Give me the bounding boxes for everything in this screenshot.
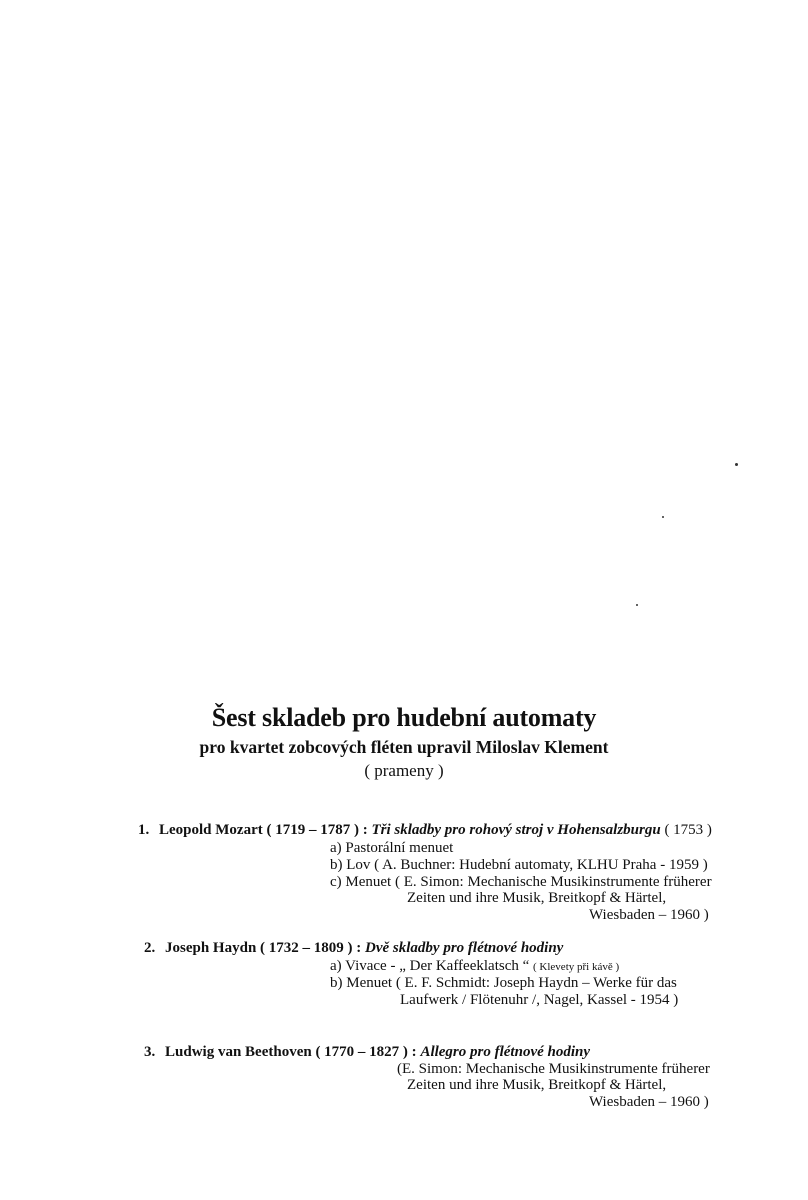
entry-1-item-b: b) Lov ( A. Buchner: Hudební automaty, KLHU Praha - 1959 ) xyxy=(330,857,708,873)
page-subtitle: pro kvartet zobcových fléten upravil Miloslav Klement xyxy=(199,737,609,757)
sources-label: ( prameny ) xyxy=(364,761,444,780)
entry-1-item-c-end: Wiesbaden – 1960 ) xyxy=(589,907,709,923)
entry-2-number: 2. xyxy=(144,940,156,956)
entry-3-work: Allegro pro flétnové hodiny xyxy=(420,1044,591,1060)
entry-1-year: ( 1753 ) xyxy=(664,822,712,838)
scan-speck xyxy=(662,516,664,518)
entry-1-work: Tři skladby pro rohový stroj v Hohensalzburgu xyxy=(371,822,661,838)
entry-2-item-a-text: a) Vivace - „ Der Kaffeeklatsch “ xyxy=(330,958,530,974)
scan-speck xyxy=(735,463,738,466)
entry-3-number: 3. xyxy=(144,1044,156,1060)
entry-3-item-3: Wiesbaden – 1960 ) xyxy=(589,1094,709,1110)
entry-2-heading xyxy=(144,939,563,957)
entry-2-item-b: b) Menuet ( E. F. Schmidt: Joseph Haydn – Werke für das xyxy=(330,975,677,991)
entry-3-heading xyxy=(144,1043,590,1061)
entry-2-work: Dvě skladby pro flétnové hodiny xyxy=(365,940,564,956)
entry-1-number: 1. xyxy=(138,822,150,838)
page-title: Šest skladeb pro hudební automaty xyxy=(211,703,597,732)
entry-1-item-c: c) Menuet ( E. Simon: Mechanische Musikinstrumente früherer xyxy=(330,874,712,890)
entry-1-item-a: a) Pastorální menuet xyxy=(330,840,454,856)
entry-2-item-a-translation: ( Klevety při kávě ) xyxy=(533,961,620,973)
entry-1-heading xyxy=(138,821,712,839)
entry-3-item-2: Zeiten und ihre Musik, Breitkopf & Härtel, xyxy=(407,1077,667,1093)
entry-1-composer: Leopold Mozart ( 1719 – 1787 ) : xyxy=(159,822,368,838)
entry-2-item-b-cont: Laufwerk / Flötenuhr /, Nagel, Kassel - 1954 ) xyxy=(400,992,679,1008)
entry-3-composer: Ludwig van Beethoven ( 1770 – 1827 ) : xyxy=(165,1044,417,1060)
entry-3-item-1: (E. Simon: Mechanische Musikinstrumente früherer xyxy=(397,1061,710,1077)
entry-1-item-c-cont: Zeiten und ihre Musik, Breitkopf & Härtel, xyxy=(407,890,667,906)
scan-speck xyxy=(636,604,638,606)
entry-2-composer: Joseph Haydn ( 1732 – 1809 ) : xyxy=(165,940,362,956)
